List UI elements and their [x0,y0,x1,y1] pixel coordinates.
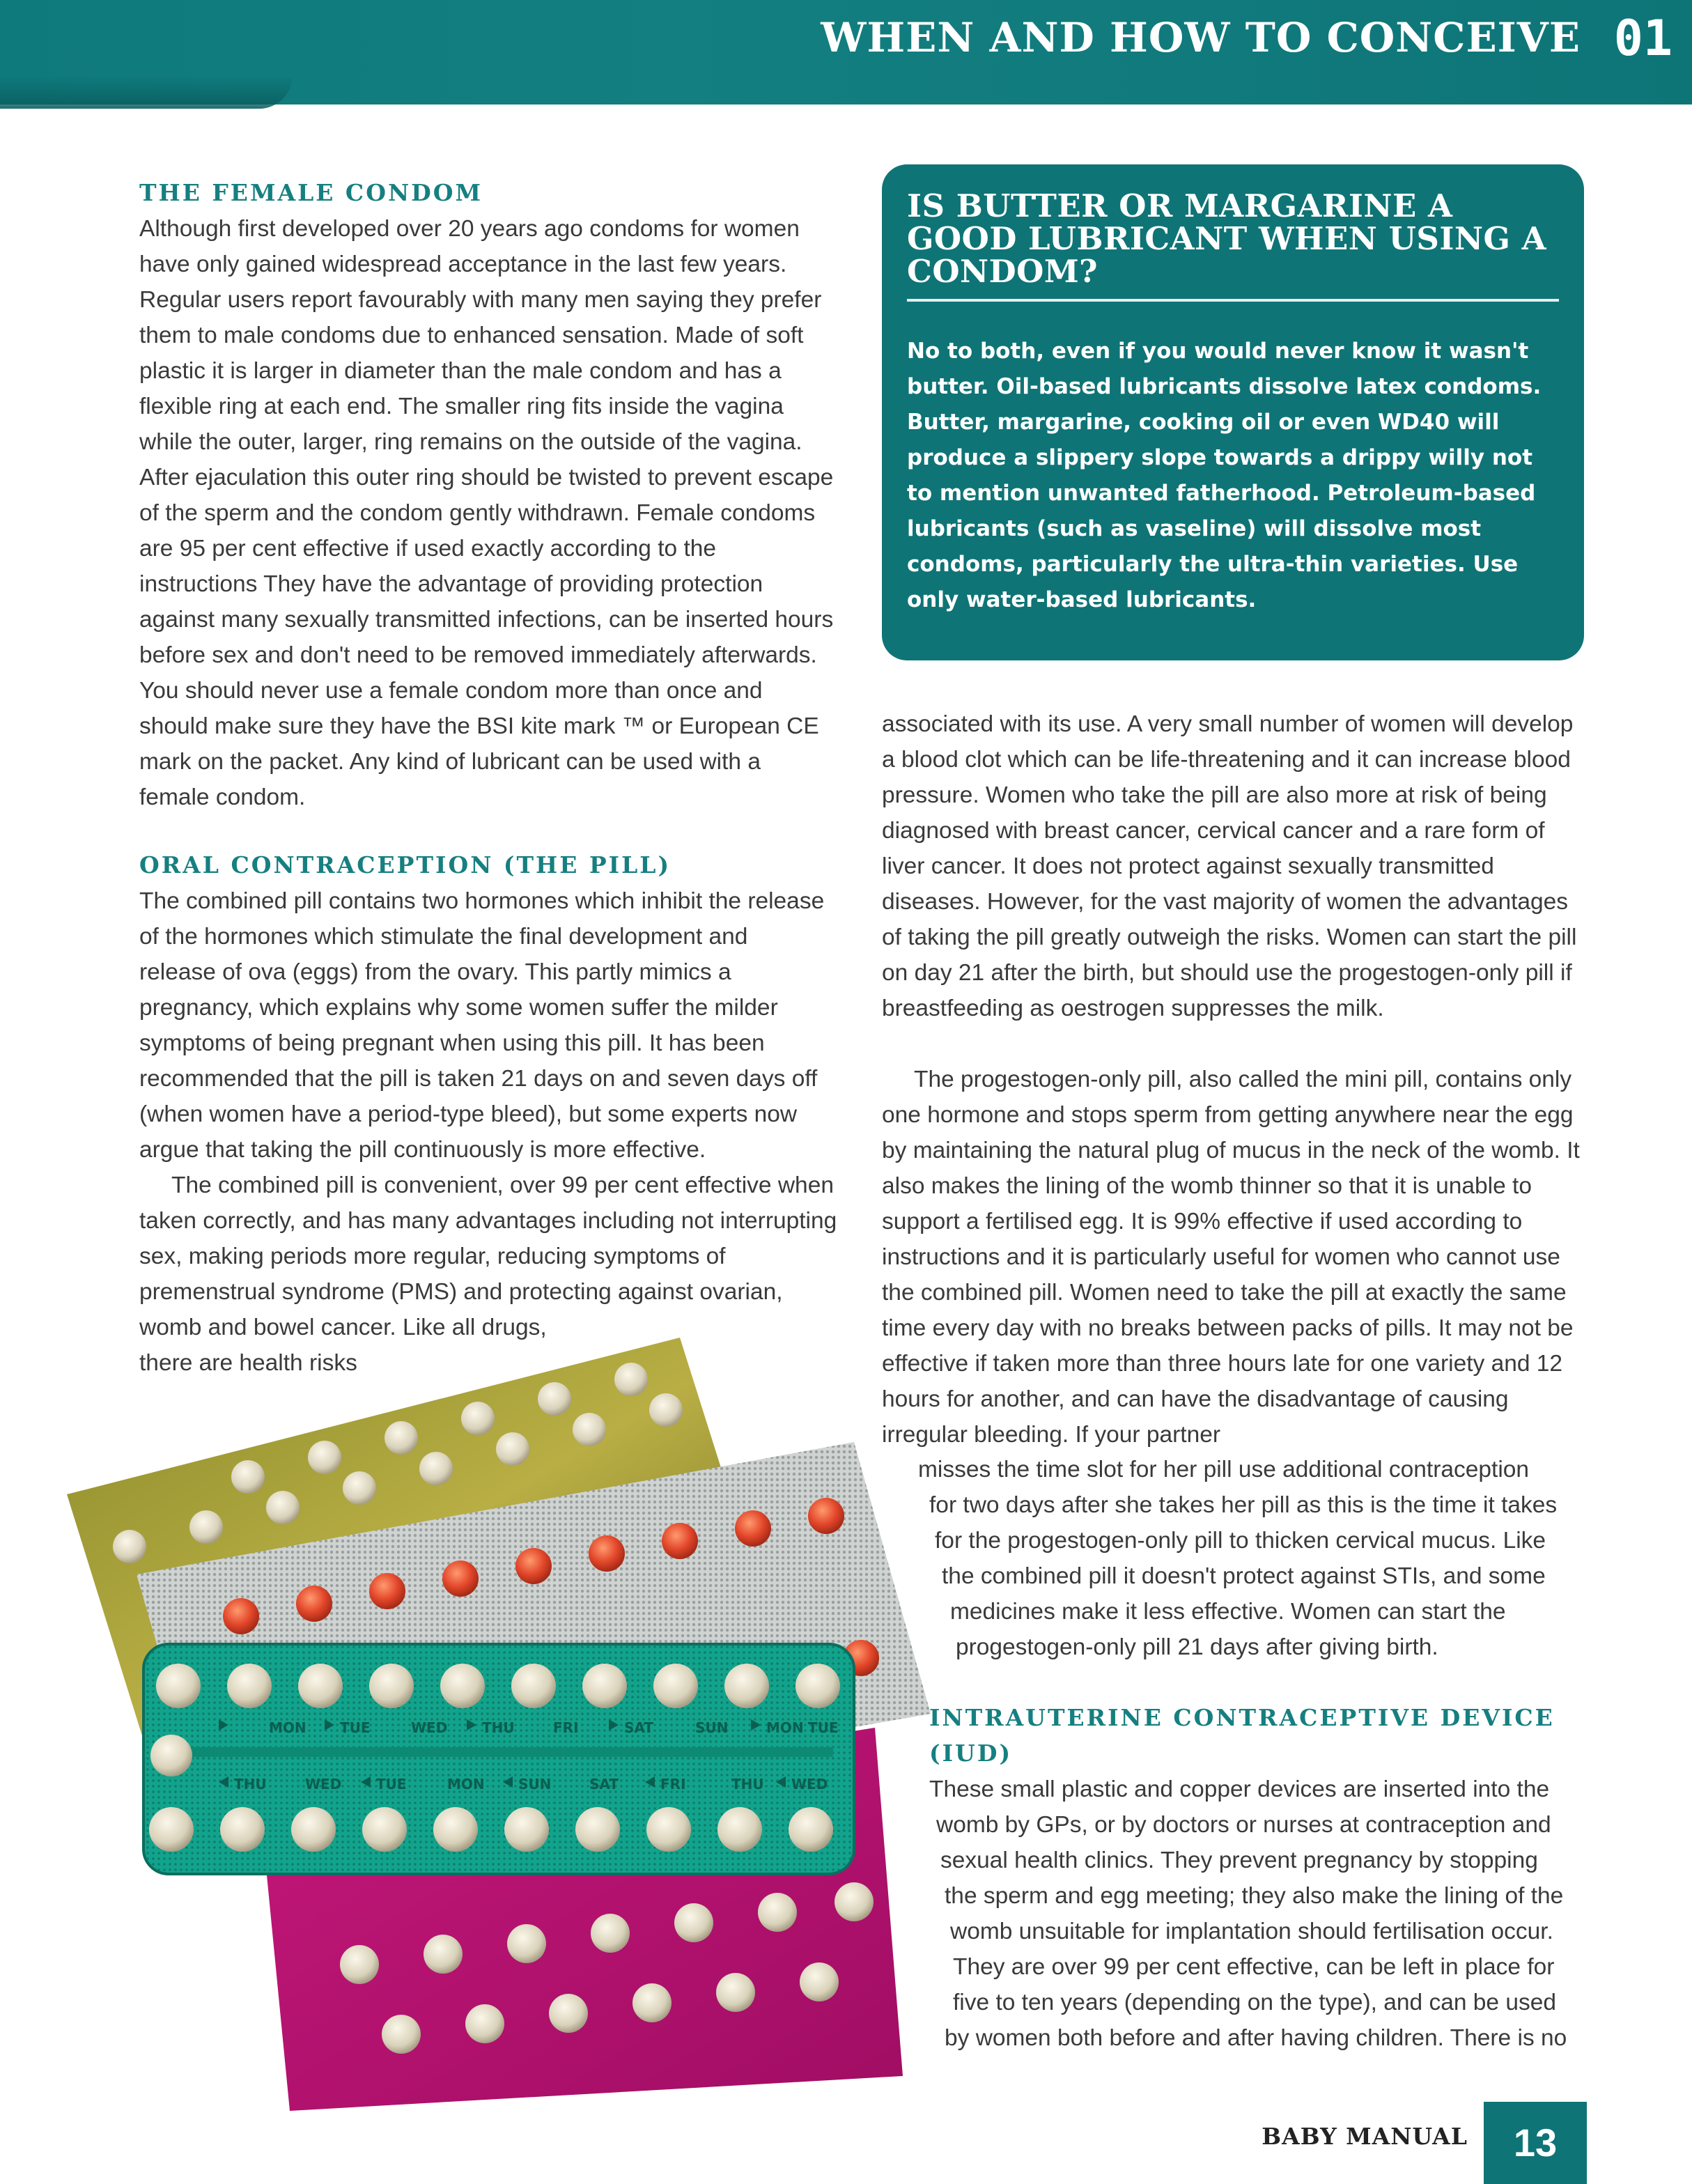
pack-day-label: THU [482,1719,515,1736]
heading-female-condom: THE FEMALE CONDOM [139,179,483,206]
footer-publication: BABY MANUAL [1262,2123,1468,2150]
pill [496,1432,529,1466]
pack-day-label: WED [791,1776,828,1792]
pill [507,1924,546,1963]
pill [298,1664,343,1708]
pill [227,1664,272,1708]
pill [511,1664,556,1708]
pack-day-label: FRI [660,1776,686,1792]
pill [717,1807,762,1852]
pill [340,1945,379,1984]
pill [296,1586,332,1622]
pack-day-label: MON [269,1719,306,1736]
pill [419,1452,453,1485]
pill [589,1535,625,1572]
pill [515,1548,552,1584]
pill [385,1421,418,1455]
pill [504,1807,549,1852]
female-condom-text: Although first developed over 20 years ago condoms for women have only gained widespread acceptance in the last few years. Regular users report favourably with many men saying they prefer them to male condoms due to enhanced sensation. Made of soft plastic it is larger in diameter than the male condom and has a flexible ring at each end. The smaller ring fits inside the vagina while the outer, larger, ring remains on the outside of the vagina. After ejaculation this outer ring should be twisted to prevent escape of the sperm and the condom gently withdrawn. Female condoms are 95 per cent effective if used exactly according to the instructions They have the advantage of providing protection against many sexually transmitted infections, can be inserted hours before sex and don't need to be removed immediately afterwards. You should never use a female condom more than once and should make sure they have the BSI kite mark ™ or European CE mark on the packet. Any kind of lubricant can be used with a female condom. [139,216,834,810]
pill [649,1393,683,1427]
pill-packs-photo [67,1338,931,2111]
pill [789,1807,833,1852]
header-shade [0,75,293,109]
text-line: progestogen-only pill 21 days after giving birth. [956,1634,1438,1660]
heading-iud: INTRAUTERINE CONTRACEPTIVE DEVICE [929,1704,1555,1731]
pill [662,1523,698,1559]
oral-contraception-p2-end: there are health risks [139,1350,357,1376]
page-number: 13 [1484,2102,1587,2184]
callout-divider [907,299,1559,302]
pill [808,1498,844,1534]
pack-day-label: SUN [695,1719,729,1736]
pack-day-label: TUE [376,1776,407,1792]
text-line: medicines make it less effective. Women can start the [950,1599,1506,1625]
text-line: These small plastic and copper devices are inserted into the [929,1776,1550,1802]
pill [424,1935,463,1974]
oral-contraception-p3: associated with its use. A very small number of women will develop a blood clot which can be life-threatening and it can increase blood pressure. Women who take the pill are also more at risk of being diagnosed with breast cancer, cervical cancer and a rare form of liver cancer. It does not protect against sexually transmitted diseases. However, for the vast majority of women the advantages of taking the pill greatly outweigh the risks. Women can start the pill on day 21 after the birth, but should use the progestogen-only pill if breastfeeding as oestrogen suppresses the milk. [882,711,1577,1021]
pill [573,1413,606,1446]
teal-pack-center-strip [178,1747,833,1757]
pack-day-label: WED [305,1776,342,1792]
pill [440,1664,485,1708]
text-line: misses the time slot for her pill use additional contraception [918,1457,1530,1482]
pill [461,1402,495,1435]
pill [795,1664,840,1708]
text-line: womb unsuitable for implantation should fertilisation occur. [950,1919,1553,1944]
pill [220,1807,265,1852]
pill [465,2004,504,2043]
pill [291,1807,336,1852]
pack-day-label: THU [731,1776,764,1792]
pill [149,1807,194,1852]
pill [632,1983,672,2022]
pill [231,1460,265,1494]
pill [674,1903,713,1942]
text-line: womb by GPs, or by doctors or nurses at contraception and [936,1812,1551,1838]
pill [156,1664,201,1708]
pack-day-label: SAT [624,1719,653,1736]
pill [724,1664,769,1708]
pill [189,1510,223,1544]
pack-day-label: SAT [589,1776,619,1792]
pill [369,1664,414,1708]
chapter-title: WHEN AND HOW TO CONCEIVE [821,14,1581,61]
pill [758,1893,797,1932]
pack-day-label: MON [447,1776,485,1792]
pill [150,1735,192,1776]
pill [614,1363,648,1396]
pill [442,1560,479,1597]
pill [646,1807,691,1852]
pack-day-label: THU [234,1776,267,1792]
pill [343,1471,376,1505]
pill [582,1664,627,1708]
pack-day-label: FRI [553,1719,579,1736]
callout-box [882,164,1584,660]
heading-iud-line2: (IUD) [929,1740,1013,1767]
pack-day-label: TUE [340,1719,371,1736]
pill [113,1530,146,1563]
text-line: They are over 99 per cent effective, can be left in place for [953,1954,1555,1980]
oral-contraception-p4: The progestogen-only pill, also called the mini pill, contains only one hormone and stops sperm from getting anywhere near the egg by maintaining the natural plug of mucus in the neck of the womb. It also makes the lining of the womb thinner so that it is unable to support a fertilised egg. It is 99% effective if used according to instructions and it is particularly useful for women who cannot use the combined pill. Women need to take the pill at exactly the same time every day with no breaks between packs of pills. It may not be effective if taken more than three hours late for one variety and 12 hours for another, and can have the disadvantage of causing irregular bleeding. If your partner [882,1067,1580,1448]
pill [735,1510,771,1547]
pill [549,1994,588,2033]
pill [266,1491,300,1524]
callout-question: IS BUTTER OR MARGARINE A GOOD LUBRICANT WHEN USING A CONDOM? [907,187,1547,290]
pill [362,1807,407,1852]
text-line: the combined pill it doesn't protect against STIs, and some [942,1563,1546,1589]
oral-contraception-p1: The combined pill contains two hormones which inhibit the release of the hormones which stimulate the final development and release of ova (eggs) from the ovary. This partly mimics a pregnancy, which explains why some women suffer the milder symptoms of being pregnant when using this pill. It has been recommended that the pill is taken 21 days on and seven days off (when women have a period-type bleed), but some experts now argue that taking the pill continuously is more effective. [139,888,825,1163]
pill [591,1914,630,1953]
text-line: sexual health clinics. They prevent pregnancy by stopping [940,1848,1538,1873]
pill [800,1962,839,2001]
pack-day-label: WED [411,1719,448,1736]
pill [538,1382,571,1416]
text-line: by women both before and after having children. There is no [945,2025,1567,2051]
text-line: for two days after she takes her pill as this is the time it takes [929,1492,1558,1518]
pill [575,1807,620,1852]
pill [433,1807,478,1852]
text-line: for the progestogen-only pill to thicken cervical mucus. Like [935,1528,1546,1554]
pack-day-label: TUE [808,1719,839,1736]
heading-oral-contraception: ORAL CONTRACEPTION (THE PILL) [139,851,672,878]
callout-answer: No to both, even if you would never know it wasn't butter. Oil-based lubricants dissolve latex condoms. Butter, margarine, cooking oil or even WD40 will produce a slippery slope towards a drippy willy not to mention unwanted fatherhood. Petroleum-based lubricants (such as vaseline) will dissolve most condoms, particularly the ultra-thin varieties. Use only water-based lubricants. [907,339,1542,612]
pack-day-label: MON [766,1719,804,1736]
pill [653,1664,698,1708]
teal-pill-pack [143,1644,854,1874]
pill [308,1441,341,1474]
pill [223,1598,259,1634]
pack-day-label: SUN [518,1776,552,1792]
pill [369,1573,405,1609]
text-line: five to ten years (depending on the type), and can be used [953,1990,1557,2015]
oral-contraception-p2: The combined pill is convenient, over 99 per cent effective when taken correctly, and has many advantages including not interrupting sex, making periods more regular, reducing symptoms of premenstrual syndrome (PMS) and protecting against ovarian, womb and bowel cancer. Like all drugs, [139,1172,837,1340]
pill [716,1973,755,2012]
pill [835,1882,874,1921]
chapter-number: 01 [1613,10,1672,67]
text-line: the sperm and egg meeting; they also make the lining of the [945,1883,1564,1909]
pill [382,2015,421,2054]
